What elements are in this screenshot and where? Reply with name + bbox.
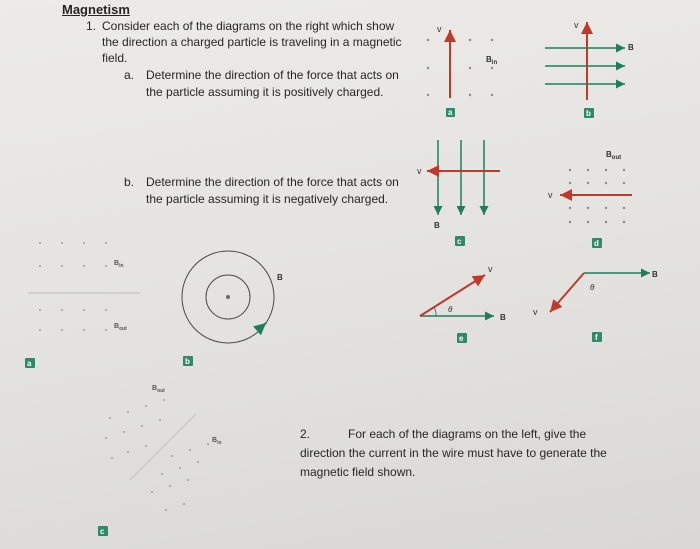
tag-e: e <box>459 334 464 343</box>
tag-c: c <box>457 237 462 246</box>
question-2-rest: direction the current in the wire must have to generate the magnetic field shown. <box>300 446 607 479</box>
question-1-number: 1. <box>86 19 97 33</box>
velocity-label-c: v <box>417 166 422 176</box>
b-label-e: B <box>500 313 506 322</box>
theta-label-e: θ <box>448 305 453 314</box>
b-out-label-left-c: $B_{out}$ <box>152 385 165 394</box>
question-1a-label: a. <box>124 68 135 82</box>
question-1a-text: Determine the direction of the force that acts on the particle assuming it is positively charged. <box>146 68 399 99</box>
b-out-label-d: $B_{out}$ <box>606 150 622 161</box>
velocity-label-a: v <box>437 24 442 34</box>
diagram-e <box>420 264 506 343</box>
b-label-left-b: B <box>277 273 283 282</box>
heading: Magnetism <box>62 2 130 17</box>
field-dots-a <box>427 39 493 96</box>
tag-a: a <box>448 108 453 117</box>
velocity-label-f: v <box>533 307 538 317</box>
velocity-label-d: v <box>548 190 553 200</box>
velocity-arrow-f <box>550 273 584 312</box>
b-out-label-left-a: $B_{out}$ <box>114 323 127 332</box>
question-1-text: Consider each of the diagrams on the right which show the direction a charged particle is traveling in a magnetic field. <box>102 19 402 65</box>
question-2-line1: For each of the diagrams on the left, give the <box>348 427 587 441</box>
tag-left-c: c <box>100 527 105 536</box>
question-1b-text: Determine the direction of the force that acts on the particle assuming it is negatively charged. <box>146 175 399 206</box>
left-diagram-c <box>98 385 222 536</box>
left-diagram-b <box>182 251 283 366</box>
question-1b-label: b. <box>124 175 135 189</box>
b-label-c: B <box>434 221 440 230</box>
diagram-c <box>417 140 500 246</box>
b-in-label-a: $B_{in}$ <box>486 55 498 66</box>
tag-left-a: a <box>27 359 32 368</box>
tag-f: f <box>595 333 598 342</box>
field-marks-left-a <box>39 242 107 331</box>
b-label-b: B <box>628 43 634 52</box>
left-diagram-a <box>25 242 140 368</box>
velocity-arrow-e <box>420 275 485 316</box>
tag-left-b: b <box>185 357 190 366</box>
diagram-f <box>533 270 658 342</box>
diagram-b <box>545 20 634 118</box>
question-2-number: 2. <box>300 427 311 441</box>
b-label-f: B <box>652 270 658 279</box>
tag-b: b <box>586 109 591 118</box>
velocity-label-b: v <box>574 20 579 30</box>
theta-label-f: θ <box>590 283 595 292</box>
b-in-label-left-a: $B_{in}$ <box>114 260 124 269</box>
diagram-a <box>427 24 498 117</box>
b-in-label-left-c: $B_{in}$ <box>212 437 222 446</box>
diagram-d <box>548 150 632 248</box>
tag-d: d <box>594 239 599 248</box>
velocity-label-e: v <box>488 264 493 274</box>
